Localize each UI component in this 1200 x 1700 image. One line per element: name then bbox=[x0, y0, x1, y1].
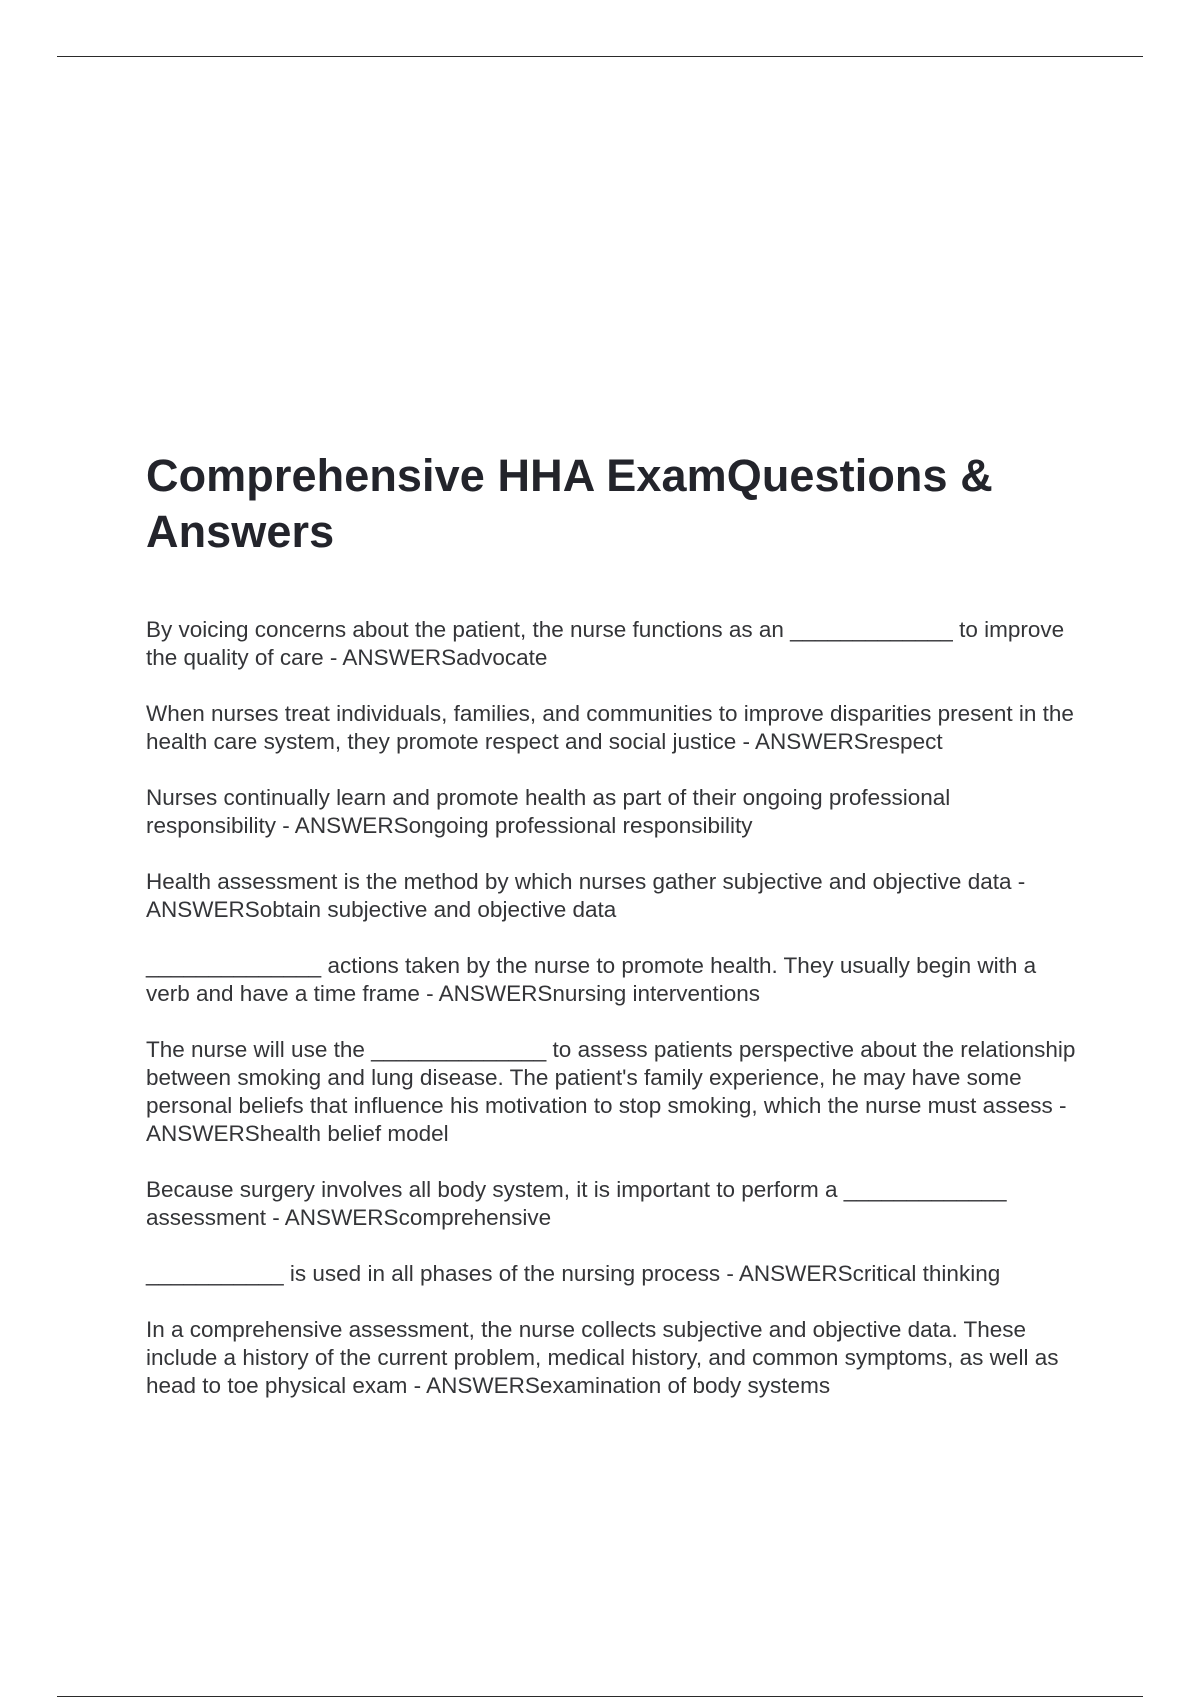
qa-item: ______________ actions taken by the nurse to promote health. They usually begin with a verb and have a time frame - ANSWERSnursing interventions bbox=[146, 953, 1037, 1006]
top-rule bbox=[57, 56, 1143, 57]
qa-item: ___________ is used in all phases of the nursing process - ANSWERScritical thinking bbox=[146, 1261, 1001, 1286]
qa-item: Nurses continually learn and promote health as part of their ongoing professional responsibility - ANSWERSongoing professional responsibility bbox=[146, 785, 951, 838]
qa-item: Because surgery involves all body system, it is important to perform a _____________ assessment - ANSWERScomprehensive bbox=[146, 1177, 1007, 1230]
qa-item: When nurses treat individuals, families, and communities to improve disparities present in the health care system, they promote respect and social justice - ANSWERSrespect bbox=[146, 701, 1074, 754]
qa-item: In a comprehensive assessment, the nurse collects subjective and objective data. These include a history of the current problem, medical history, and common symptoms, as well as head to toe physical exam - ANSWERSexamination of body systems bbox=[146, 1317, 1059, 1398]
qa-item: Health assessment is the method by which nurses gather subjective and objective data - ANSWERSobtain subjective and objective data bbox=[146, 869, 1026, 922]
qa-item: The nurse will use the ______________ to assess patients perspective about the relationship between smoking and lung disease. The patient's family experience, he may have some personal beliefs that influence his motivation to stop smoking, which the nurse must assess - ANSWERShealth belief model bbox=[146, 1037, 1076, 1146]
document-title: Comprehensive HHA ExamQuestions & Answers bbox=[146, 450, 993, 557]
document-body bbox=[146, 448, 1086, 1428]
qa-item: By voicing concerns about the patient, the nurse functions as an _____________ to improve the quality of care - ANSWERSadvocate bbox=[146, 617, 1065, 670]
bottom-rule bbox=[57, 1696, 1143, 1697]
